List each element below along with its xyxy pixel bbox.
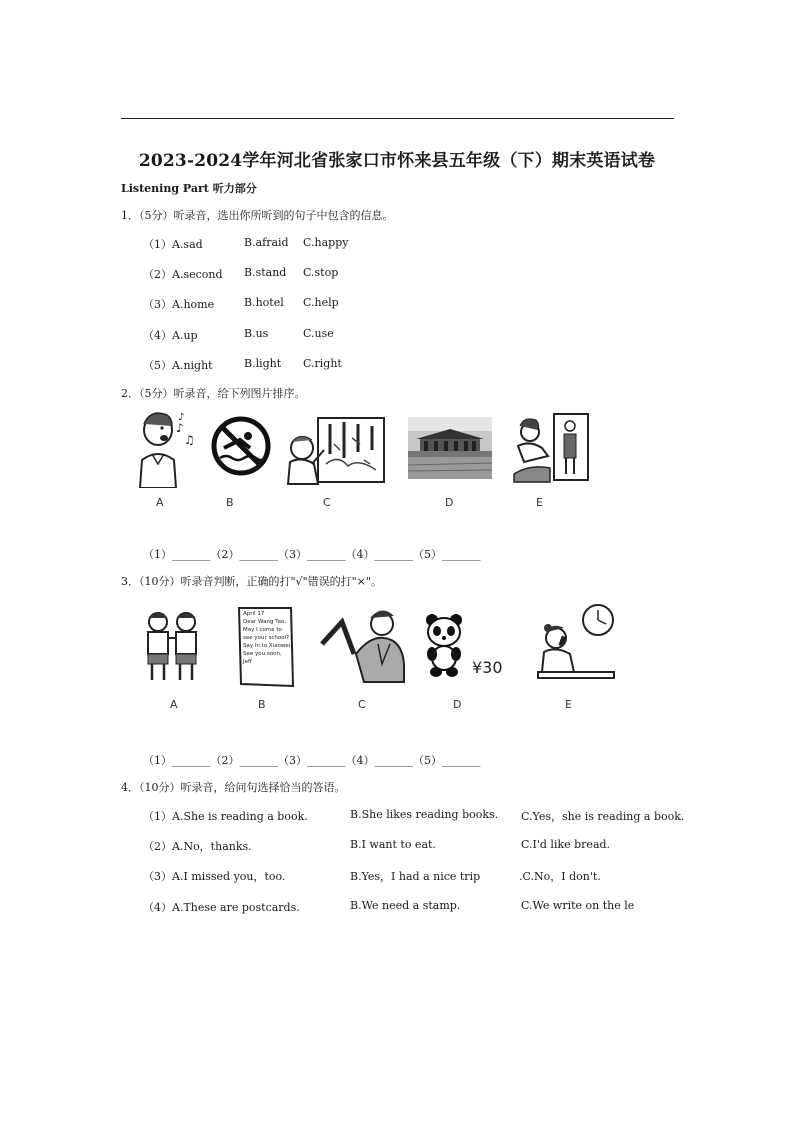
question-2-stem: 2．（5分）听录音，给下列图片排序。 xyxy=(121,387,306,400)
letter-picture xyxy=(235,606,297,688)
q4-option-c: C.I'd like bread. xyxy=(521,838,611,851)
price-tag: ¥30 xyxy=(472,658,503,677)
q1-option-c: C.happy xyxy=(303,236,349,249)
singing-boy-picture xyxy=(134,408,196,488)
svg-text:♪: ♪ xyxy=(176,421,184,435)
q1-option-c: C.use xyxy=(303,327,334,340)
q1-option-a: （5）A.night xyxy=(143,359,213,372)
q4-option-b: B.Yes，I had a nice trip xyxy=(350,870,481,883)
q4-option-a: （4）A.These are postcards. xyxy=(143,901,300,914)
q1-option-b: B.afraid xyxy=(244,236,289,249)
q3-answer-blanks: （1）_______（2）_______（3）_______（4）_______（5）_______ xyxy=(143,754,481,767)
q3-label-d: D xyxy=(453,698,462,711)
letter-line: Say hi to Xiaowei. xyxy=(243,643,293,649)
q1-option-b: B.us xyxy=(244,327,269,340)
panda-toy-picture xyxy=(424,612,464,678)
woman-waving-picture xyxy=(320,604,410,684)
svg-text:♪: ♪ xyxy=(178,412,185,423)
forbidden-city-picture xyxy=(408,417,492,479)
section-heading: Listening Part 听力部分 xyxy=(121,182,257,195)
q1-option-a: （3）A.home xyxy=(143,298,215,311)
q2-label-d: D xyxy=(445,496,454,509)
q1-option-b: B.light xyxy=(244,357,282,370)
painting-picture xyxy=(278,414,388,486)
letter-text xyxy=(243,610,292,666)
q2-label-a: A xyxy=(156,496,164,509)
q4-option-c: C.Yes，she is reading a book. xyxy=(521,810,685,823)
q3-label-c: C xyxy=(358,698,366,711)
question-4-stem: 4．（10分）听录音，给问句选择恰当的答语。 xyxy=(121,781,346,794)
girl-at-window-picture xyxy=(510,412,590,486)
q4-option-b: B.We need a stamp. xyxy=(350,899,461,912)
q1-option-c: C.right xyxy=(303,357,342,370)
two-boys-picture xyxy=(138,608,210,684)
q4-option-a: （2）A.No，thanks. xyxy=(143,840,252,853)
q1-option-c: C.stop xyxy=(303,266,339,279)
q2-label-b: B xyxy=(226,496,234,509)
q1-option-a: （4）A.up xyxy=(143,329,198,342)
girl-on-phone-picture xyxy=(536,600,620,684)
letter-line: Dear Wang Tao, xyxy=(243,619,287,625)
question-1-stem: 1．（5分）听录音，选出你所听到的句子中包含的信息。 xyxy=(121,209,394,222)
letter-line: May I come to xyxy=(243,627,282,633)
q1-option-b: B.hotel xyxy=(244,296,284,309)
q4-option-b: B.I want to eat. xyxy=(350,838,436,851)
q4-option-c: .C.No，I don't. xyxy=(519,870,601,883)
q4-option-c: C.We write on the le xyxy=(521,899,635,912)
q4-option-b: B.She likes reading books. xyxy=(350,808,499,821)
q1-option-b: B.stand xyxy=(244,266,287,279)
q4-option-a: （3）A.I missed you，too. xyxy=(143,870,286,883)
page-title: 2023-2024学年河北省张家口市怀来县五年级（下）期末英语试卷 xyxy=(138,151,656,171)
q3-label-e: E xyxy=(565,698,572,711)
no-swimming-sign-picture xyxy=(210,414,272,478)
q2-label-c: C xyxy=(323,496,331,509)
q4-option-a: （1）A.She is reading a book. xyxy=(143,810,308,823)
svg-text:♫: ♫ xyxy=(184,433,195,447)
header-rule xyxy=(121,118,674,119)
question-3-stem: 3．（10分）听录音判断，正确的打"√"错误的打"×"。 xyxy=(121,575,382,588)
letter-line: see your school? xyxy=(243,635,290,641)
letter-line: April 17 xyxy=(243,611,265,617)
letter-line: Jeff xyxy=(243,659,252,665)
letter-line: See you soon, xyxy=(243,651,282,657)
q3-label-b: B xyxy=(258,698,266,711)
q3-label-a: A xyxy=(170,698,178,711)
q2-label-e: E xyxy=(536,496,543,509)
q1-option-c: C.help xyxy=(303,296,339,309)
q2-answer-blanks: （1）_______（2）_______（3）_______（4）_______（5）_______ xyxy=(143,548,481,561)
q1-option-a: （2）A.second xyxy=(143,268,223,281)
q1-option-a: （1）A.sad xyxy=(143,238,203,251)
